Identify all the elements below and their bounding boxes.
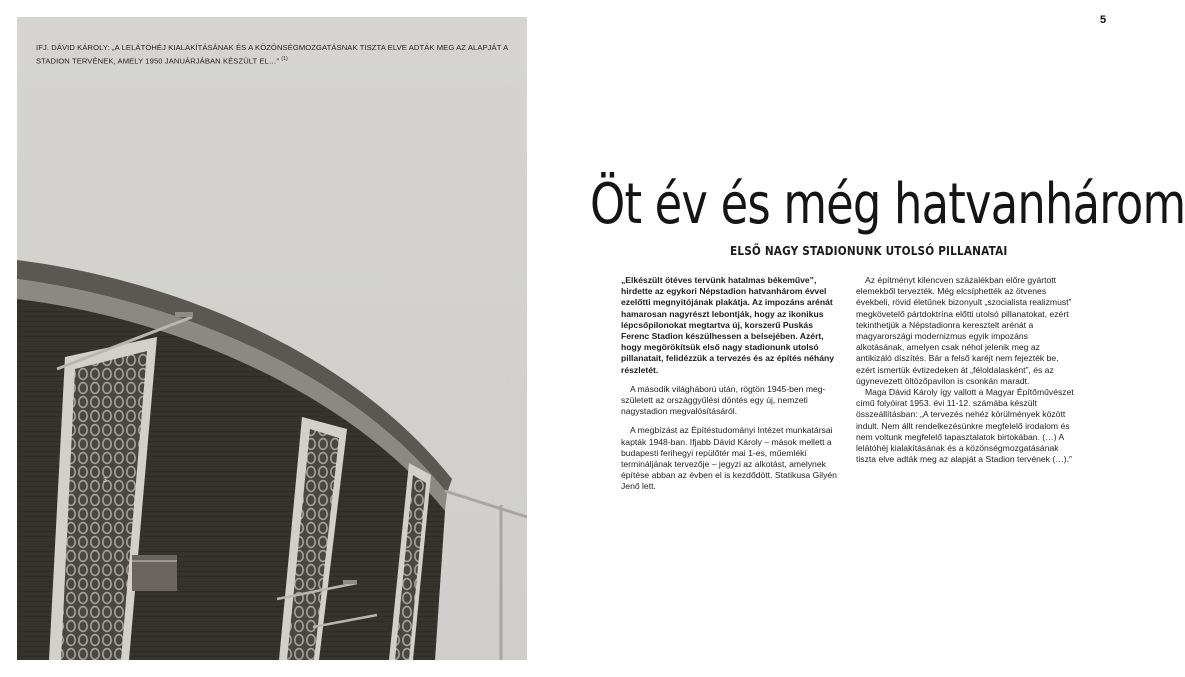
photo-caption <box>36 42 511 67</box>
body-paragraph: Maga Dávid Károly így vallott a Magyar Építőművészet című folyóirat 1953. évi 11-12. számába készült összeállításban: „A tervezés nehéz körülmények között indult. Nem állt rendelkezésünkre megfelelő irodalom és nem voltunk megfelelő tapasztalatok birtokában. (…) A lelátóhéj kialakításának és a közönségmozgatásának tiszta elve adták meg az alapját a Stadion tervének (…).” <box>856 387 1074 465</box>
stadium-photo <box>17 17 527 660</box>
page-number: 5 <box>1100 14 1107 26</box>
text-column-left <box>621 275 841 493</box>
caption-footnote: (1) <box>281 55 288 62</box>
body-paragraph: A második világháború után, rögtön 1945-ben megszületett az országgyűlési döntés egy új, nemzeti nagystadion megvalósításáról. <box>621 383 826 417</box>
caption-text: IFJ. DÁVID KÁROLY: „A LELÁTÓHÉJ KIALAKÍTÁSÁNAK ÉS A KÖZÖNSÉGMOZGATÁSNAK TISZTA ELVE ADTÁK MEG AZ ALAPJÁT A STADION TERVÉNEK, AMELY 1950 JANUÁRJÁBAN KÉSZÜLT EL…” <box>36 43 508 66</box>
stadium-illustration <box>17 17 527 660</box>
body-paragraph: Az építményt kilencven százalékban előre gyártott elemekből tervezték. Még elcsíphették az ötvenes évekbeli, rövid életűnek bizonyult „szocialista realizmust” megkövetelő pártdoktrína előtti utolsó pillanatokat, ezért tekinthetjük a Népstadionra keresztelt arénát a magyarországi modernizmus egyik impozáns alkotásának, amelyen csak néhol jelenik meg az antikizáló díszítés. Bár a felső karéjt nem fejezték be, ezért ismertük évtizedeken át „féloldalasként”, és az úgynevezett öltözőpavilon is csonkán maradt. <box>856 275 1072 386</box>
article-title: Öt év és még hatvanhárom <box>590 172 1185 237</box>
lead-paragraph: „Elkészült ötéves tervünk hatalmas békeműve”, hirdette az egykori Népstadion hatvanhárom évvel ezelőtti megnyitójának plakátja. Az impozáns arénát hamarosan nagyrészt lebontják, hogy az ikonikus lépcsőpilonokat megtartva új, korszerű Puskás Ferenc Stadion készülhessen a belsejében. Azért, hogy megörökítsük első nagy stadionunk utolsó pillanatait, felidézzük a tervezés és az építés néhány részletét. <box>621 275 835 375</box>
body-paragraph: A megbízást az Építéstudományi Intézet munkatársai kapták 1948-ban. Ifjabb Dávid Károly – mások mellett a budapesti ferihegyi repülőtér mai 1-es, műemléki termináljának tervezője – jegyzi az alkotást, amelynek építése abban az évben el is kezdődött. Statikusa Gilyén Jenő lett. <box>621 425 837 492</box>
panel-mark: 3 <box>103 477 107 484</box>
text-column-right <box>856 275 1076 465</box>
article-subtitle: ELSŐ NAGY STADIONUNK UTOLSÓ PILLANATAI <box>730 243 1008 258</box>
